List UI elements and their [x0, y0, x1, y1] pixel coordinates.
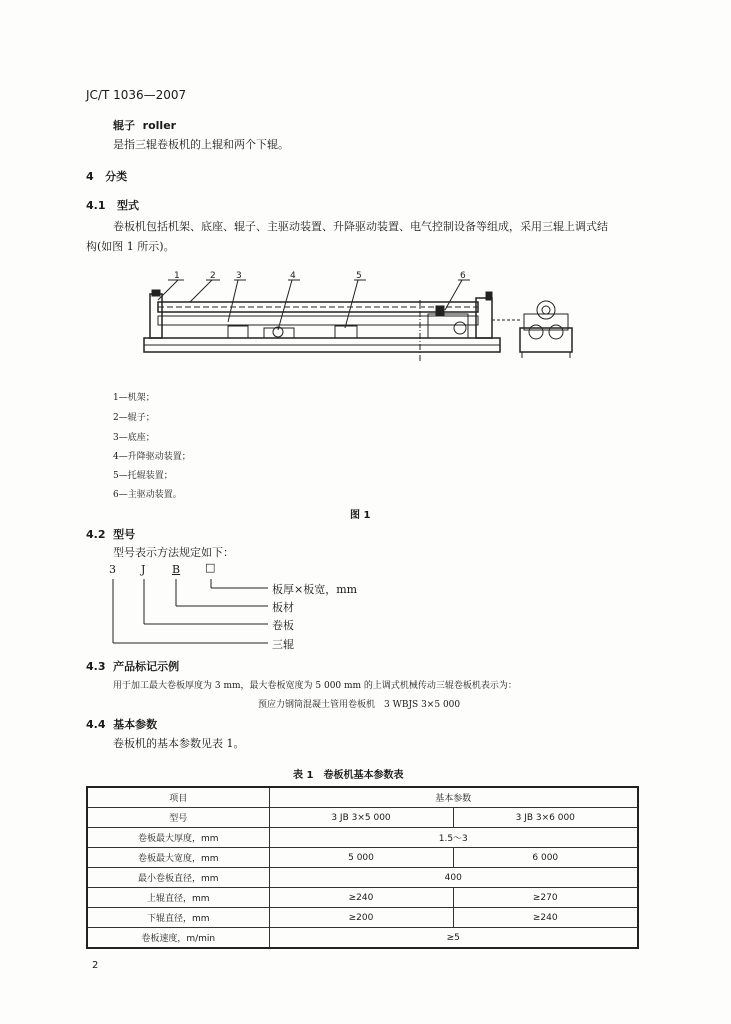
code-part: 3 [109, 563, 116, 576]
table-cell: 6 000 [453, 848, 638, 868]
table-cell: ≥240 [269, 888, 453, 908]
legend-item: 4—升降驱动装置； [113, 452, 191, 462]
table-row [87, 888, 638, 908]
legend-item: 2—辊子； [113, 413, 155, 423]
section-4-4-para: 卷板机的基本参数见表 1。 [113, 737, 245, 750]
section-4-heading: 4 分类 [86, 170, 128, 183]
table-row [87, 848, 638, 868]
figure-caption: 图 1 [350, 510, 371, 521]
legend-item: 6—主驱动装置。 [113, 490, 182, 500]
code-label: 板材 [272, 601, 294, 614]
callout-5: 5 [356, 271, 362, 281]
page-number: 2 [92, 960, 99, 971]
table-cell: ≥270 [453, 888, 638, 908]
code-label: 卷板 [272, 619, 294, 632]
code-part: J [141, 563, 146, 576]
table-cell: 卷板最大宽度，mm [87, 848, 269, 868]
callout-4: 4 [290, 271, 296, 281]
table-row [87, 828, 638, 848]
table-row [87, 868, 638, 888]
parameters-table [86, 786, 639, 949]
term-definition: 是指三辊卷板机的上辊和两个下辊。 [113, 138, 289, 151]
table-cell: 400 [269, 868, 638, 888]
legend-item: 5—托辊装置； [113, 471, 173, 481]
section-4-1-para-1: 卷板机包括机架、底座、辊子、主驱动装置、升降驱动装置、电气控制设备等组成，采用三辊上调式结 [113, 220, 608, 233]
table-cell: ≥200 [269, 908, 453, 928]
table-header-row [87, 787, 638, 808]
table-row [87, 908, 638, 928]
table-header-cell: 基本参数 [269, 787, 638, 808]
section-4-2-heading: 4.2 型号 [86, 528, 136, 541]
table-cell: 3 JB 3×5 000 [269, 808, 453, 828]
table-cell: 下辊直径，mm [87, 908, 269, 928]
callout-6: 6 [460, 271, 466, 281]
table-cell: 1.5～3 [269, 828, 638, 848]
table-cell: 5 000 [269, 848, 453, 868]
section-4-2-intro: 型号表示方法规定如下： [113, 546, 234, 559]
table-cell: 卷板最大厚度，mm [87, 828, 269, 848]
table-cell: 最小卷板直径，mm [87, 868, 269, 888]
table-cell: 型号 [87, 808, 269, 828]
section-4-3-para: 用于加工最大卷板厚度为 3 mm，最大卷板宽度为 5 000 mm 的上调式机械传动三辊卷板机表示为： [113, 681, 517, 691]
table-cell: 上辊直径，mm [87, 888, 269, 908]
code-leader-lines [100, 576, 280, 656]
table-row [87, 808, 638, 828]
table-header-cell: 项目 [87, 787, 269, 808]
callout-1: 1 [174, 271, 180, 281]
figure-1-drawing [140, 270, 580, 365]
legend-item: 3—底座； [113, 433, 155, 443]
marking-example: 预应力钢筒混凝土管用卷板机 3 WBJS 3×5 000 [258, 700, 461, 710]
code-part: B [172, 563, 181, 576]
section-4-3-heading: 4.3 产品标记示例 [86, 660, 180, 673]
table-cell: 卷板速度，m/min [87, 928, 269, 949]
standard-code: JC/T 1036—2007 [86, 88, 187, 102]
code-label: 三辊 [272, 638, 294, 651]
table-cell: 3 JB 3×6 000 [453, 808, 638, 828]
section-4-4-heading: 4.4 基本参数 [86, 718, 158, 731]
callout-3: 3 [236, 271, 242, 281]
table-caption: 表 1 卷板机基本参数表 [293, 770, 404, 781]
table-row [87, 928, 638, 949]
table-cell: ≥240 [453, 908, 638, 928]
code-label: 板厚×板宽，mm [272, 583, 358, 596]
callout-2: 2 [210, 271, 216, 281]
term-name: 辊子 roller [113, 119, 177, 132]
legend-item: 1—机架； [113, 393, 155, 403]
section-4-1-para-2: 构(如图 1 所示)。 [86, 240, 175, 253]
section-4-1-heading: 4.1 型式 [86, 199, 139, 212]
table-cell: ≥5 [269, 928, 638, 949]
code-part: □ [205, 561, 216, 574]
